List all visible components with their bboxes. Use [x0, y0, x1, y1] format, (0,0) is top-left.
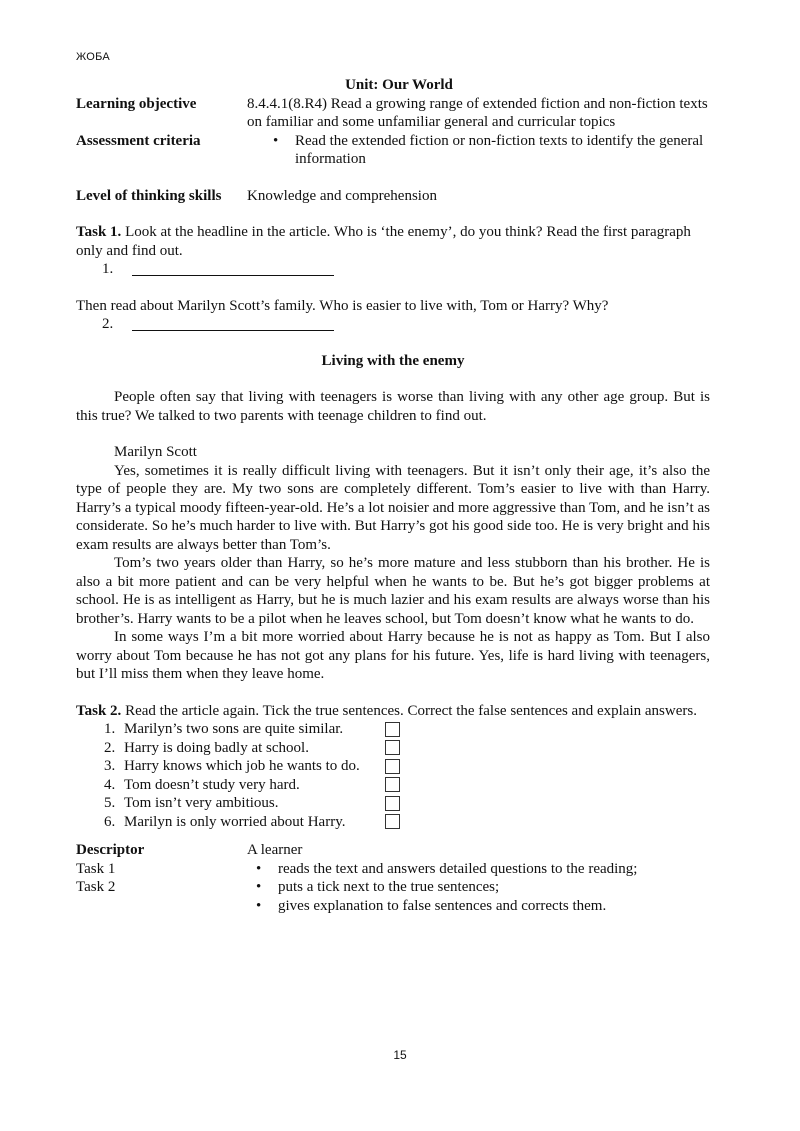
- answer-blank[interactable]: [132, 315, 334, 331]
- sentence-text: Harry is doing badly at school.: [124, 739, 309, 756]
- descriptor-tasks-row: [76, 860, 710, 916]
- answer-number: 2.: [102, 316, 114, 332]
- task1-instructions: [76, 223, 710, 260]
- assessment-criteria-list: [247, 132, 710, 169]
- task2-instructions: [76, 702, 710, 721]
- task1-answer-1: [76, 260, 710, 279]
- unit-title: Unit: Our World: [345, 77, 453, 93]
- sentence-number: 4.: [104, 776, 116, 793]
- descriptor-label: Descriptor: [76, 842, 145, 858]
- tick-checkbox[interactable]: [385, 814, 400, 829]
- learning-objective-row: [76, 95, 710, 132]
- sentence-text: Marilyn is only worried about Harry.: [124, 813, 346, 830]
- sentence-number: 1.: [104, 721, 116, 737]
- task1-answer-2: [76, 315, 710, 334]
- descriptor-task-labels: [76, 860, 247, 916]
- descriptor-task2-label: Task 2: [76, 879, 116, 895]
- tick-checkbox[interactable]: [385, 796, 400, 811]
- task2-sentence: [76, 794, 710, 813]
- sentence-number: 3.: [104, 758, 116, 774]
- task2-sentence-list: [76, 720, 710, 831]
- task2-label: Task 2.: [76, 702, 122, 719]
- learning-objective-label: Learning objective: [76, 95, 197, 112]
- article-paragraph: Tom’s two years older than Harry, so he’s more mature and less stubborn than his brother. He is also a bit more patient and can be very helpful when he wants to be. But he’s got bigger problems at school. He is as intelligent as Harry, but he is much lazier and his exam results are always worse than his brother’s. Harry wants to be a pilot when he leaves school, but Tom doesn’t know what he wants to do.: [76, 555, 710, 627]
- descriptor-learner: A learner: [247, 842, 303, 858]
- task2-sentence: [76, 720, 710, 739]
- learning-objective-text: 8.4.4.1(8.R4) Read a growing range of extended fiction and non-fiction texts on familiar and some unfamiliar general and curricular topics: [247, 95, 708, 130]
- worksheet-content: [76, 76, 710, 915]
- descriptor-bullet: • puts a tick next to the true sentences;: [278, 878, 710, 897]
- article-intro: People often say that living with teenagers is worse than living with any other age group. But is this true? We talked to two parents with teenage children to find out.: [76, 389, 710, 424]
- descriptor-bullet: • reads the text and answers detailed questions to the reading;: [278, 860, 710, 879]
- article-paragraph: In some ways I’m a bit more worried about Harry because he is not as happy as Tom. But I also worry about Tom because he has not got any plans for his future. Yes, life is hard living with teenagers, but I’ll miss them when they leave home.: [76, 629, 710, 682]
- assessment-criteria-label: Assessment criteria: [76, 132, 201, 149]
- header-tag: ЖОБА: [76, 51, 110, 63]
- answer-number: 1.: [102, 261, 114, 277]
- tick-checkbox[interactable]: [385, 722, 400, 737]
- page-number: 15: [393, 1048, 407, 1062]
- task1-follow-up: Then read about Marilyn Scott’s family. Who is easier to live with, Tom or Harry? Why?: [76, 297, 609, 314]
- descriptor-task1-label: Task 1: [76, 860, 116, 877]
- thinking-skills-row: [76, 187, 710, 206]
- article-title: Living with the enemy: [321, 352, 465, 369]
- article-paragraph: Yes, sometimes it is really difficult living with teenagers. But it isn’t only their age, it’s also the type of people they are. My two sons are completely different. Tom’s easier to live with than Harry. Harry’s a typical moody fifteen-year-old. He’s a lot noisier and more aggressive than Tom, and he isn’t as considerate. So he’s much harder to live with. But Harry’s got his good side too. He is very bright and his exam results are always better than Tom’s.: [76, 462, 710, 553]
- task2-sentence: [76, 757, 710, 776]
- descriptor-bullets: [247, 860, 710, 916]
- tick-checkbox[interactable]: [385, 740, 400, 755]
- article-author: Marilyn Scott: [114, 444, 197, 460]
- task2-sentence: [76, 776, 710, 795]
- sentence-number: 5.: [104, 795, 116, 811]
- sentence-number: 6.: [104, 813, 116, 830]
- thinking-skills-text: Knowledge and comprehension: [247, 187, 437, 204]
- tick-checkbox[interactable]: [385, 759, 400, 774]
- task1-text: Look at the headline in the article. Who is ‘the enemy’, do you think? Read the first paragraph only and find out.: [76, 224, 691, 259]
- sentence-text: Marilyn’s two sons are quite similar.: [124, 721, 344, 737]
- thinking-skills-label: Level of thinking skills: [76, 187, 222, 204]
- assessment-criteria-item: • Read the extended fiction or non-fiction texts to identify the general information: [295, 132, 710, 169]
- task2-sentence: [76, 739, 710, 758]
- sentence-text: Tom isn’t very ambitious.: [124, 795, 279, 811]
- sentence-text: Tom doesn’t study very hard.: [124, 776, 300, 793]
- sentence-number: 2.: [104, 739, 116, 756]
- task2-sentence: [76, 813, 710, 832]
- descriptor-row: [76, 841, 710, 860]
- task2-text: Read the article again. Tick the true sentences. Correct the false sentences and explain answers.: [125, 702, 697, 719]
- assessment-criteria-row: [76, 132, 710, 169]
- task1-label: Task 1.: [76, 224, 122, 240]
- descriptor-bullet: • gives explanation to false sentences and corrects them.: [278, 897, 710, 916]
- tick-checkbox[interactable]: [385, 777, 400, 792]
- sentence-text: Harry knows which job he wants to do.: [124, 758, 360, 774]
- answer-blank[interactable]: [132, 260, 334, 276]
